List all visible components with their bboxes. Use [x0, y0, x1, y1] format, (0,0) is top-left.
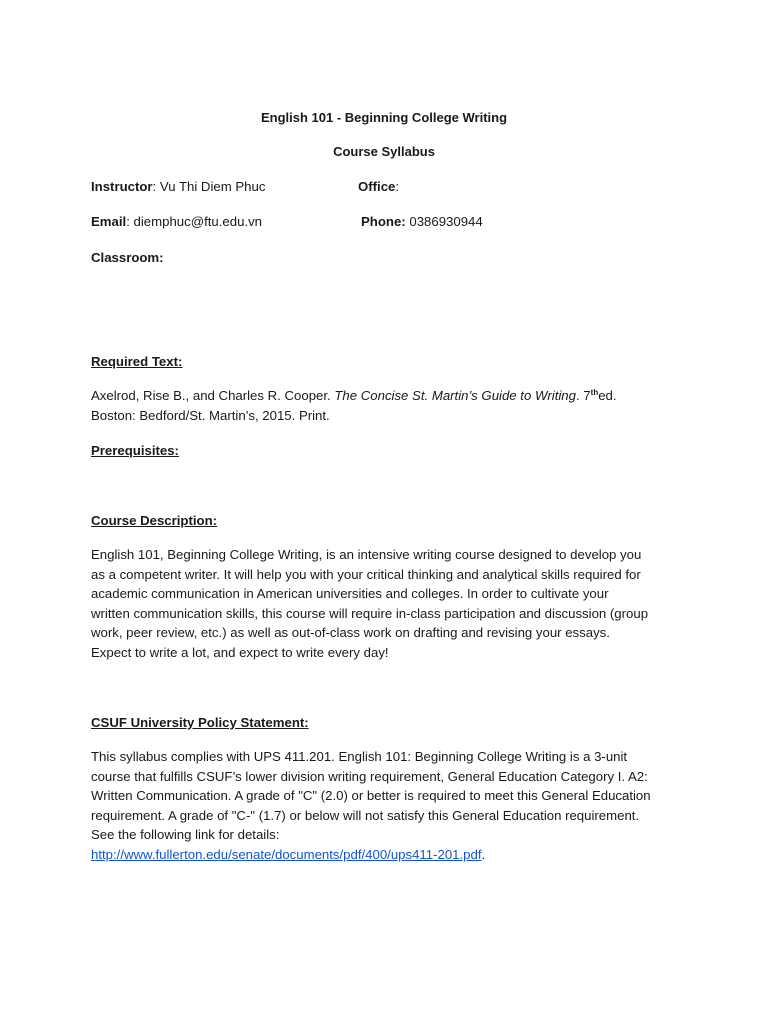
citation-line-2: Boston: Bedford/St. Martin’s, 2015. Print.: [91, 407, 330, 423]
description-line: English 101, Beginning College Writing, is an intensive writing course designed to develop you: [91, 547, 642, 562]
policy-line: course that fulfills CSUF’s lower division writing requirement, General Education Category I. A2:: [91, 768, 648, 784]
policy-line: See the following link for details:: [91, 827, 280, 843]
instructor-field: Instructor: Vu Thi Diem Phuc: [91, 179, 266, 194]
description-line: Expect to write a lot, and expect to write every day!: [91, 644, 389, 660]
policy-line: This syllabus complies with UPS 411.201. English 101: Beginning College Writing is a 3-unit: [91, 749, 628, 764]
required-text-heading: Required Text:: [91, 354, 183, 369]
phone-field: [361, 212, 483, 232]
course-description-text: [91, 545, 691, 663]
policy-line: Written Communication. A grade of "C" (2.0) or better is required to meet this General Education: [91, 788, 651, 804]
policy-heading: CSUF University Policy Statement:: [91, 715, 309, 730]
office-field: Office:: [358, 179, 400, 194]
phone-label: Phone:: [361, 214, 406, 229]
citation-line-1: Axelrod, Rise B., and Charles R. Cooper. The Concise St. Martin’s Guide to Writing. 7thed.: [91, 388, 617, 403]
policy-text: [91, 747, 691, 865]
email-field: Email: diemphuc@ftu.edu.vn: [91, 214, 263, 229]
document-title: Course Syllabus: [333, 144, 435, 159]
office-label: Office: [358, 179, 396, 194]
description-line: work, peer review, etc.) as well as out-of-class work on drafting and revising your essays.: [91, 625, 610, 641]
instructor-label: Instructor: [91, 179, 153, 194]
policy-link-line: http://www.fullerton.edu/senate/documents/pdf/400/ups411-201.pdf.: [91, 846, 486, 862]
description-line: as a competent writer. It will help you with your critical thinking and analytical skills required for: [91, 566, 641, 582]
policy-link[interactable]: http://www.fullerton.edu/senate/documents/pdf/400/ups411-201.pdf: [91, 846, 482, 862]
email-value: diemphuc@ftu.edu.vn: [129, 214, 263, 229]
classroom-field: [91, 248, 164, 268]
course-description-heading: Course Description:: [91, 513, 218, 528]
phone-value: 0386930944: [405, 214, 483, 229]
instructor-value: Vu Thi Diem Phuc: [156, 179, 266, 194]
policy-line: requirement. A grade of "C-" (1.7) or below will not satisfy this General Education requirement.: [91, 807, 640, 823]
email-label: Email: [91, 214, 127, 229]
book-title: The Concise St. Martin’s Guide to Writing: [334, 388, 576, 403]
classroom-label: Classroom:: [91, 250, 164, 265]
course-title: English 101 - Beginning College Writing: [260, 110, 508, 125]
description-line: written communication skills, this course will require in-class participation and discussion (group: [91, 605, 649, 621]
prerequisites-heading: Prerequisites:: [91, 443, 179, 458]
required-text-citation: [91, 386, 691, 425]
description-line: academic communication in American universities and colleges. In order to cultivate your: [91, 586, 609, 602]
